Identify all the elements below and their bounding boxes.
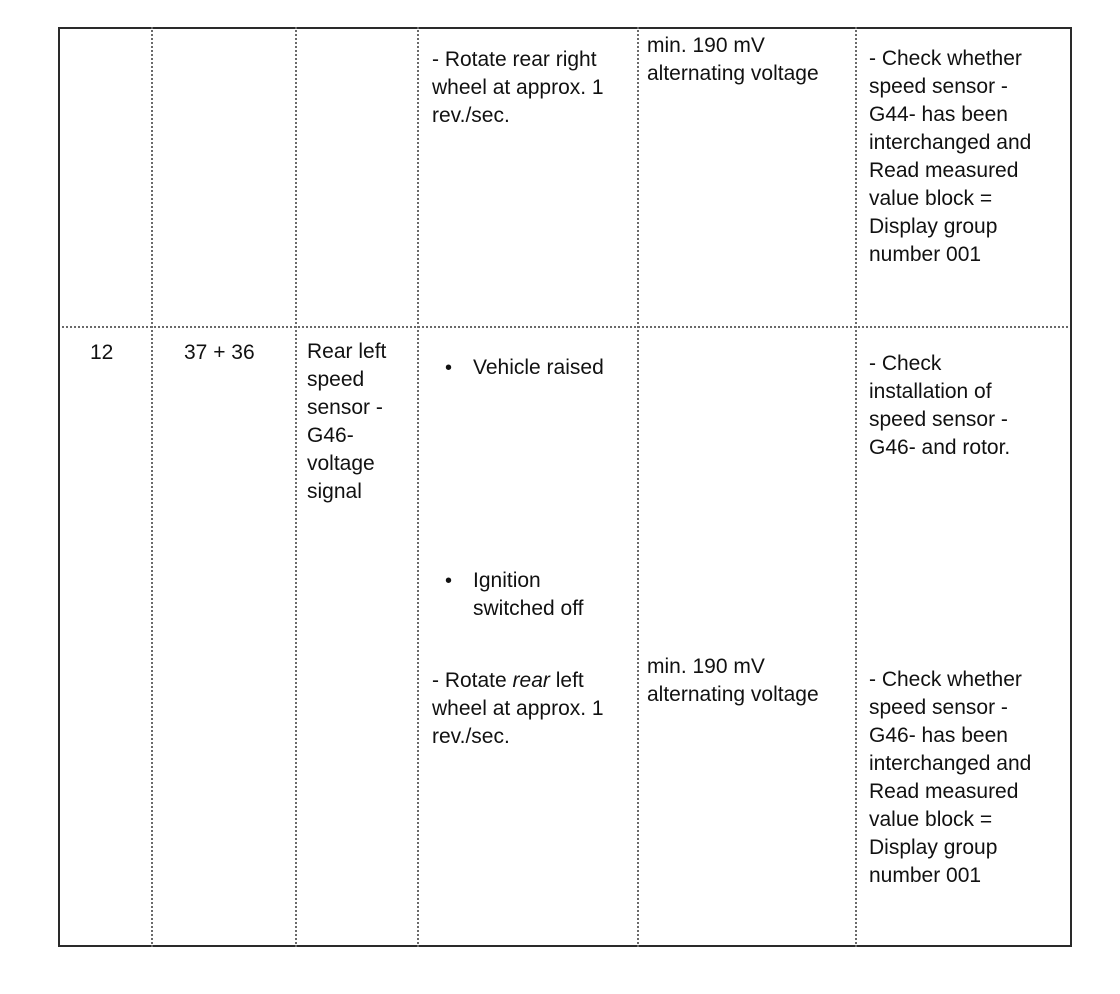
column-divider-5	[855, 27, 857, 947]
table-bottom-border	[58, 945, 1072, 947]
column-divider-3	[417, 27, 419, 947]
remedy-cell: - Check whether speed sensor - G44- has been interchanged and Read measured value block = Display group number 001	[869, 47, 1032, 266]
condition-item	[445, 354, 635, 384]
procedure-cell: - Rotate rear right wheel at approx. 1 rev./sec.	[432, 48, 604, 127]
specified-value-cell: min. 190 mV alternating voltage	[647, 34, 819, 85]
condition-text: Vehicle raised	[473, 356, 604, 379]
column-divider-4	[637, 27, 639, 947]
procedure-prefix: - Rotate	[432, 669, 513, 692]
procedure-italic: rear	[512, 669, 550, 692]
column-divider-1	[151, 27, 153, 947]
bullet-icon: •	[445, 357, 453, 379]
specified-value-cell: min. 190 mV alternating voltage	[647, 655, 819, 706]
test-of-cell: Rear left speed sensor - G46- voltage signal	[307, 340, 387, 503]
procedure-suffix: left wheel at approx. 1 rev./sec.	[432, 669, 604, 748]
remedy-cell: - Check installation of speed sensor - G46- and rotor.	[869, 352, 1011, 459]
procedure-cell	[432, 667, 604, 751]
table-top-border	[58, 27, 1072, 29]
remedy-cell: - Check whether speed sensor - G46- has been interchanged and Read measured value block = Display group number 001	[869, 668, 1032, 887]
row-divider	[58, 326, 1072, 328]
terminals-cell: 37 + 36	[184, 341, 255, 364]
column-divider-2	[295, 27, 297, 947]
table-left-border	[58, 27, 60, 947]
bullet-icon: •	[445, 570, 453, 592]
condition-text: Ignition switched off	[473, 569, 584, 620]
condition-item	[445, 567, 635, 627]
test-step-cell: 12	[90, 341, 114, 364]
table-right-border	[1070, 27, 1072, 947]
